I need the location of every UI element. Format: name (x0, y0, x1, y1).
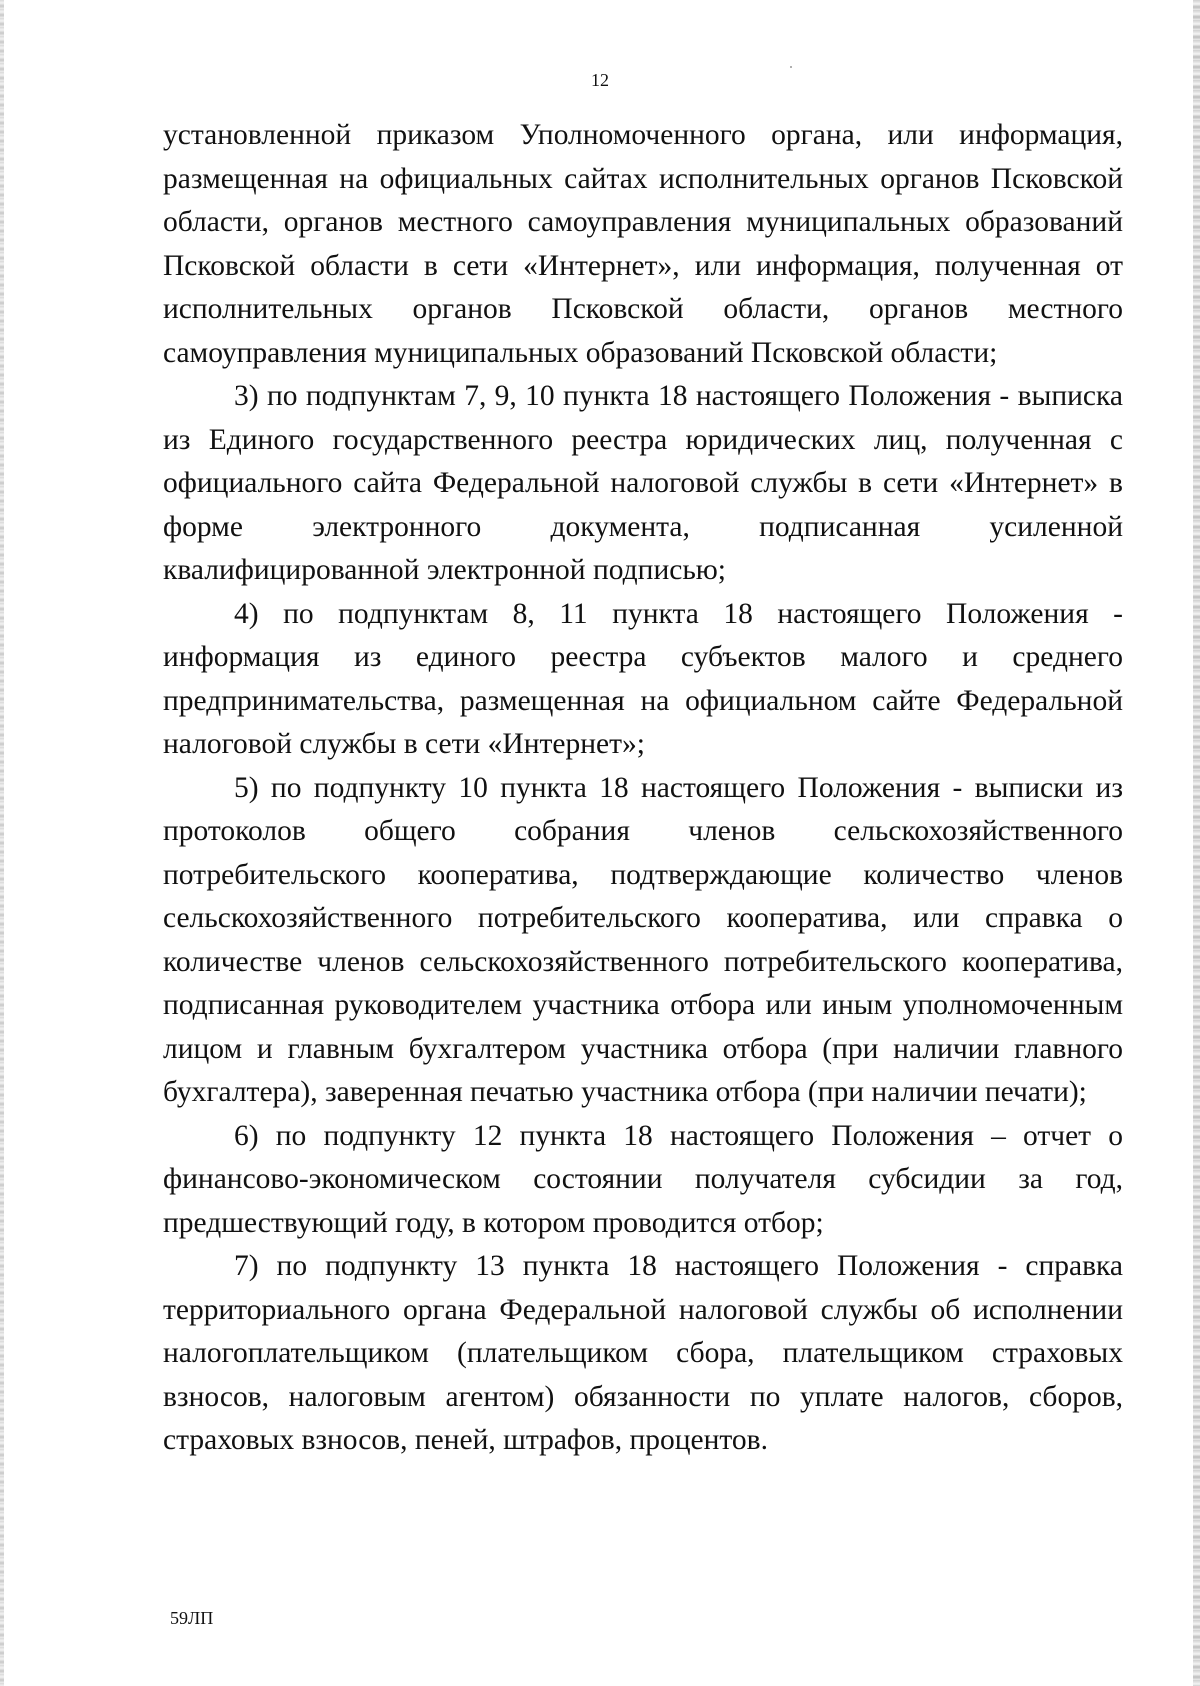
list-item: 6) по подпункту 12 пункта 18 настоящего Положения – отчет о финансово-экономическом состоянии получателя субсидии за год, предшествующий году, в котором проводится отбор; (163, 1119, 1123, 1239)
page-number: 12 (591, 70, 609, 90)
list-item: 4) по подпунктам 8, 11 пункта 18 настоящего Положения - информация из единого реестра субъектов малого и среднего предпринимательства, размещенная на официальном сайте Федеральной налоговой службы в сети «Интернет»; (163, 597, 1123, 760)
list-item: 3) по подпунктам 7, 9, 10 пункта 18 настоящего Положения - выписка из Единого государственного реестра юридических лиц, полученная с официального сайта Федеральной налоговой службы в сети «Интернет» в форме электронного документа, подписанная усиленной квалифицированной электронной подписью; (163, 380, 1123, 586)
list-item: 5) по подпункту 10 пункта 18 настоящего Положения - выписки из протоколов общего собрания членов сельскохозяйственного потребительского кооператива, подтверждающие количество членов сельскохозяйственного потребительского кооператива, или справка о количестве членов сельскохозяйственного потребительского кооператива, подписанная руководителем участника отбора или иным уполномоченным лицом и главным бухгалтером участника отбора (при наличии главного бухгалтера), заверенная печатью участника отбора (при наличии печати); (163, 771, 1123, 1108)
list-item: 7) по подпункту 13 пункта 18 настоящего Положения - справка территориального органа Федеральной налоговой службы об исполнении налогоплательщиком (плательщиком сбора, плательщиком страховых взносов, налоговым агентом) обязанности по уплате налогов, сборов, страховых взносов, пеней, штрафов, процентов. (163, 1250, 1123, 1456)
scan-artifact (790, 66, 792, 68)
scan-edge-right (1193, 0, 1200, 1686)
document-body (163, 114, 1123, 1463)
scan-edge-left (0, 0, 4, 1686)
paragraph-continuation: установленной приказом Уполномоченного органа, или информация, размещенная на официальных сайтах исполнительных органов Псковской области, органов местного самоуправления муниципальных образований Псковской области в сети «Интернет», или информация, полученная от исполнительных органов Псковской области, органов местного самоуправления муниципальных образований Псковской области; (163, 119, 1123, 369)
document-code: 59ЛП (170, 1608, 214, 1628)
